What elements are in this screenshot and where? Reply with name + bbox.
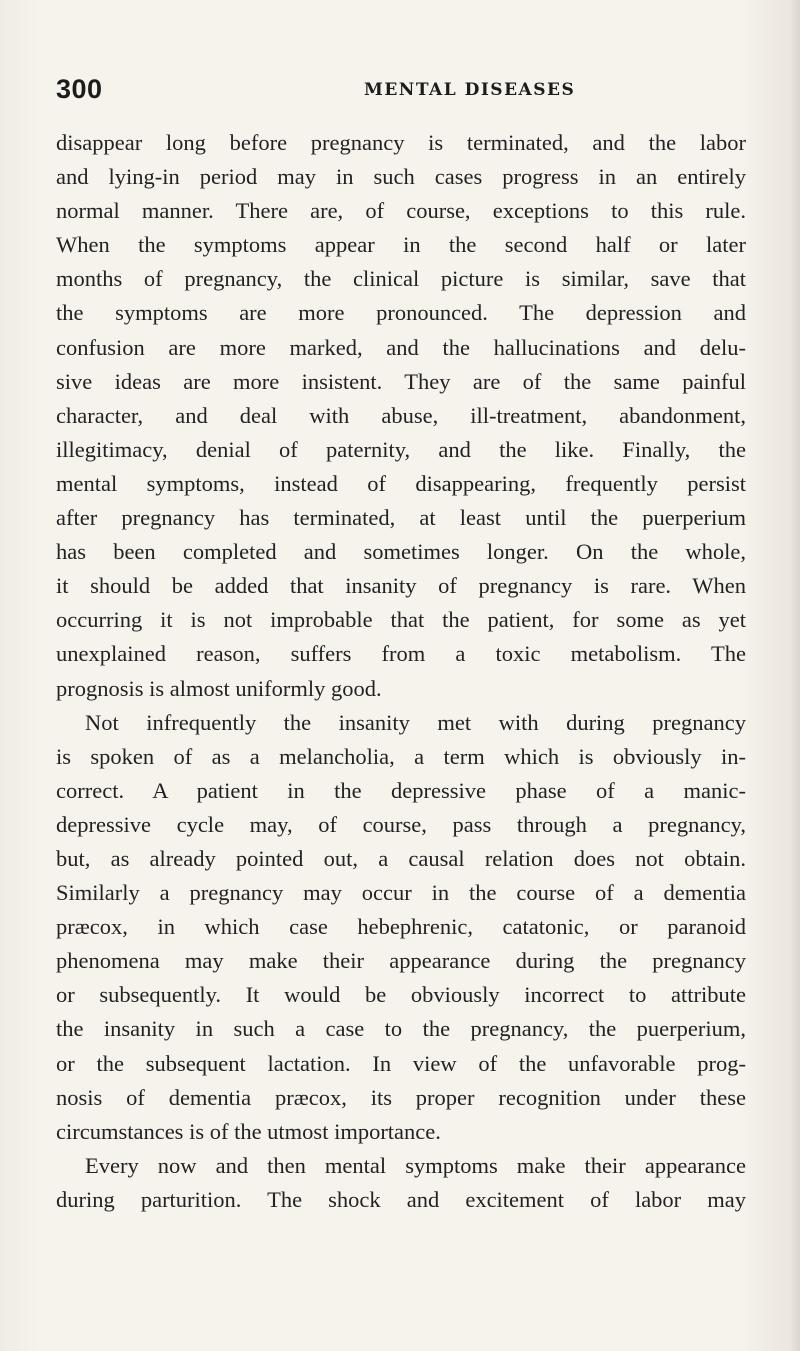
text-line: Not infrequently the insanity met with during pregnancy: [85, 709, 746, 735]
text-line: or the subsequent lactation. In view of the unfavorable prog-: [56, 1050, 746, 1076]
text-line: months of pregnancy, the clinical picture is similar, save that: [56, 266, 746, 292]
text-line: normal manner. There are, of course, exceptions to this rule.: [56, 198, 746, 224]
text-line: præcox, in which case hebephrenic, catatonic, or paranoid: [56, 914, 746, 940]
running-head: MENTAL DISEASES: [364, 80, 576, 100]
text-line: prognosis is almost uniformly good.: [56, 675, 382, 701]
text-line: illegitimacy, denial of paternity, and the like. Finally, the: [56, 436, 746, 462]
text-line: or subsequently. It would be obviously incorrect to attribute: [56, 982, 746, 1008]
text-line: When the symptoms appear in the second half or later: [56, 232, 746, 258]
text-line: Every now and then mental symptoms make their appearance: [85, 1152, 746, 1178]
paragraph-3: [56, 1149, 746, 1217]
text-line: during parturition. The shock and excitement of labor may: [56, 1186, 746, 1212]
text-line: mental symptoms, instead of disappearing, frequently persist: [56, 470, 746, 496]
text-line: disappear long before pregnancy is terminated, and the labor: [56, 130, 746, 155]
page-header: [56, 74, 746, 108]
text-line: confusion are more marked, and the hallucinations and delu-: [56, 334, 746, 360]
text-line: it should be added that insanity of pregnancy is rare. When: [56, 573, 746, 599]
text-line: the symptoms are more pronounced. The depression and: [56, 300, 746, 326]
text-line: and lying-in period may in such cases progress in an entirely: [56, 164, 746, 190]
text-line: unexplained reason, suffers from a toxic metabolism. The: [56, 641, 746, 667]
text-line: after pregnancy has terminated, at least until the puerperium: [56, 505, 746, 531]
text-line: but, as already pointed out, a causal relation does not obtain.: [56, 845, 746, 871]
paragraph-1: [56, 126, 746, 706]
text-line: has been completed and sometimes longer. On the whole,: [56, 539, 746, 565]
text-line: nosis of dementia præcox, its proper recognition under these: [56, 1084, 746, 1110]
text-line: correct. A patient in the depressive phase of a manic-: [56, 777, 746, 803]
text-line: Similarly a pregnancy may occur in the course of a dementia: [56, 880, 746, 906]
text-line: depressive cycle may, of course, pass through a pregnancy,: [56, 811, 746, 837]
body-text: [56, 126, 746, 1217]
text-line: is spoken of as a melancholia, a term which is obviously in-: [56, 743, 746, 769]
text-line: circumstances is of the utmost importance.: [56, 1118, 441, 1144]
paragraph-2: [56, 706, 746, 1149]
text-line: occurring it is not improbable that the patient, for some as yet: [56, 607, 746, 633]
text-line: sive ideas are more insistent. They are of the same painful: [56, 368, 746, 394]
text-line: character, and deal with abuse, ill-treatment, abandonment,: [56, 402, 746, 428]
text-line: the insanity in such a case to the pregnancy, the puerperium,: [56, 1016, 746, 1042]
page-number: 300: [56, 74, 103, 104]
text-line: phenomena may make their appearance during the pregnancy: [56, 948, 746, 974]
